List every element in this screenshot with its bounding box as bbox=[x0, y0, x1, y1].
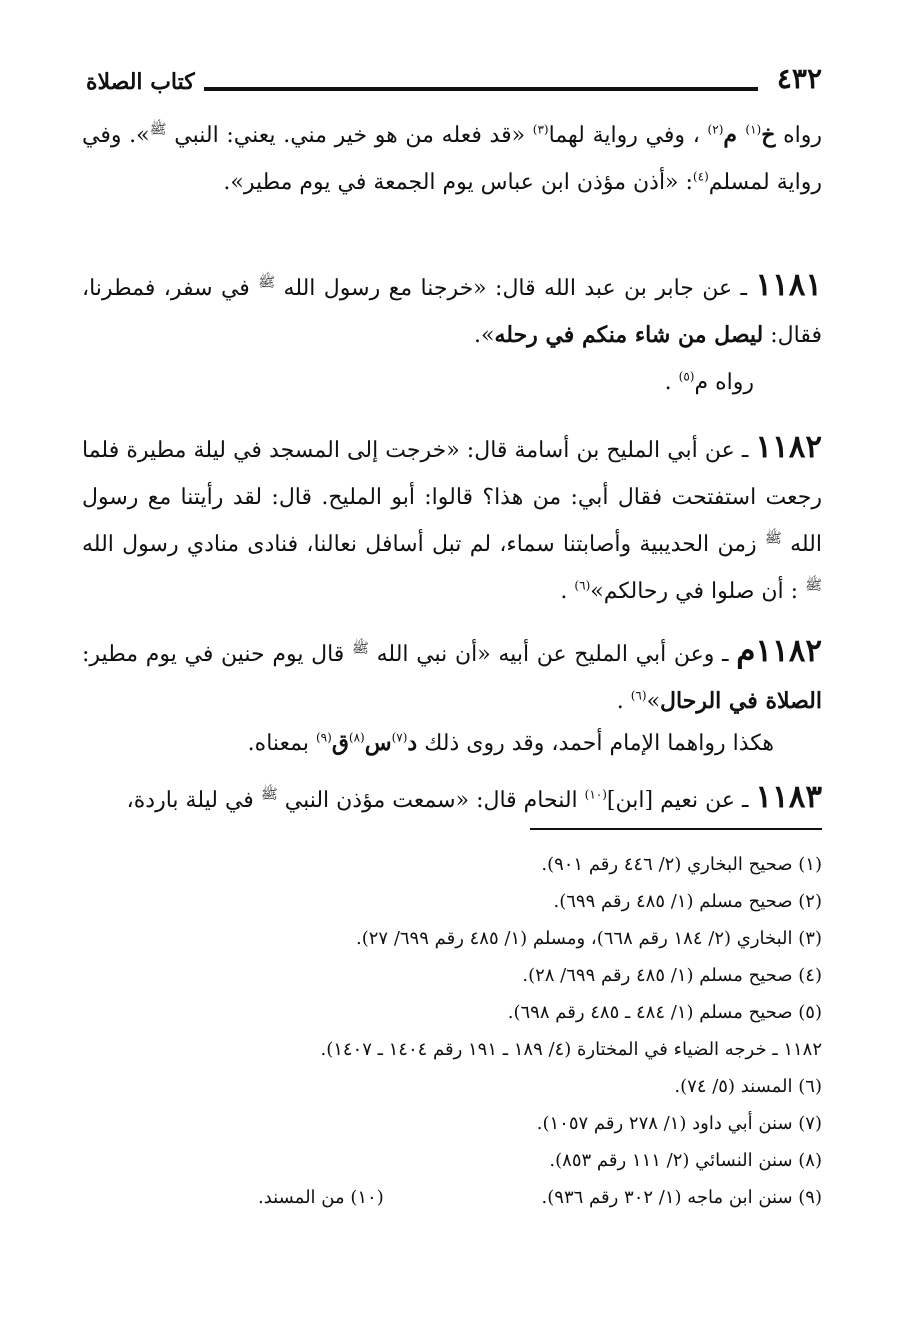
footnotes bbox=[82, 846, 822, 1216]
page-number: ٤٣٢ bbox=[776, 62, 822, 95]
footnote-ref: (٦) bbox=[574, 578, 591, 593]
footnote: (٤) صحيح مسلم (١/ ٤٨٥ رقم ٦٩٩/ ٢٨). bbox=[522, 965, 822, 986]
text: ». وفي رواية لمسلم bbox=[82, 123, 822, 195]
text: ـ عن أبي المليح بن أسامة قال: «خرجت إلى المسجد في ليلة مطيرة فلما رجعت استفتحت فقال أبي: من هذا؟ قالوا: أبو المليح. قال: لقد رأيتنا مع رسول الله bbox=[82, 438, 822, 557]
footnote: (٥) صحيح مسلم (١/ ٤٨٤ ـ ٤٨٥ رقم ٦٩٨). bbox=[507, 1002, 822, 1023]
text: زمن الحديبية وأصابتنا سماء، لم تبل أسافل نعالنا، فنادى منادي رسول الله bbox=[82, 532, 765, 557]
salla-glyph: ﷺ bbox=[352, 640, 369, 657]
siglum-d: د bbox=[407, 730, 418, 756]
hadith-1182m bbox=[82, 628, 822, 725]
footnote-ref: (٨) bbox=[348, 730, 365, 745]
footnote: (١٠) من المسند. bbox=[258, 1187, 384, 1208]
text: ـ وعن أبي المليح عن أبيه «أن نبي الله bbox=[368, 642, 737, 667]
footnote-ref: (٥) bbox=[678, 369, 695, 384]
salla-glyph: ﷺ bbox=[764, 530, 782, 547]
text: ». bbox=[474, 323, 495, 348]
footnote-row bbox=[82, 1179, 822, 1216]
footnote: (٣) البخاري (٢/ ١٨٤ رقم ٦٦٨)، ومسلم (١/ ٤٨٥ رقم ٦٩٩/ ٢٧). bbox=[356, 928, 822, 949]
hadith-1183 bbox=[82, 774, 822, 824]
text: رواه bbox=[775, 123, 822, 148]
salla-glyph: ﷺ bbox=[260, 786, 278, 803]
siglum-kh: خ bbox=[761, 122, 776, 148]
text: قال يوم حنين في يوم مطير: bbox=[82, 642, 353, 667]
footnote: ١١٨٢ ـ خرجه الضياء في المختارة (٤/ ١٨٩ ـ ١٩١ رقم ١٤٠٤ ـ ١٤٠٧). bbox=[320, 1039, 822, 1060]
text: بمعناه. bbox=[247, 731, 316, 756]
text: في سفر، فمطرنا، فقال: bbox=[82, 276, 822, 348]
footnote: (٦) المسند (٥/ ٧٤). bbox=[674, 1076, 822, 1097]
footnote: (٢) صحيح مسلم (١/ ٤٨٥ رقم ٦٩٩). bbox=[553, 891, 822, 912]
footnote: (١) صحيح البخاري (٢/ ٤٤٦ رقم ٩٠١). bbox=[541, 854, 822, 875]
text: رواه م bbox=[694, 370, 754, 395]
header-rule bbox=[204, 87, 758, 91]
hadith-number: ١١٨١ bbox=[755, 267, 823, 303]
footnote-ref: (٧) bbox=[391, 730, 408, 745]
text: في ليلة باردة، bbox=[126, 788, 261, 813]
footnote-ref: (١) bbox=[745, 122, 762, 137]
text: ـ عن نعيم [ابن] bbox=[606, 788, 756, 813]
emphasis: ليصل من شاء منكم في رحله bbox=[494, 322, 764, 348]
footnote-ref: (٤) bbox=[692, 169, 709, 184]
book-title: كتاب الصلاة bbox=[86, 69, 195, 95]
text: ، وفي رواية لهما bbox=[548, 123, 708, 148]
siglum-s: س bbox=[364, 730, 392, 756]
hadith-number: ١١٨٣ bbox=[755, 779, 822, 815]
text: هكذا رواهما الإمام أحمد، وقد روى ذلك bbox=[417, 731, 774, 756]
intro-paragraph bbox=[82, 112, 822, 206]
footnote: (٩) سنن ابن ماجه (١/ ٣٠٢ رقم ٩٣٦). bbox=[541, 1187, 822, 1208]
text: » bbox=[646, 689, 661, 714]
running-header bbox=[86, 62, 822, 102]
siglum-m: م bbox=[723, 122, 746, 148]
salla-glyph: ﷺ bbox=[149, 121, 167, 138]
footnote-ref: (٦) bbox=[630, 688, 647, 703]
footnote-ref: (٩) bbox=[315, 730, 332, 745]
salla-glyph: ﷺ bbox=[258, 274, 276, 291]
text: . bbox=[616, 689, 631, 714]
text: «قد فعله من هو خير مني. يعني: النبي bbox=[166, 123, 533, 148]
hadith-1182 bbox=[82, 424, 822, 615]
text: : «أذن مؤذن ابن عباس يوم الجمعة في يوم مطير». bbox=[223, 170, 693, 195]
footnote-ref: (٣) bbox=[532, 122, 549, 137]
siglum-q: ق bbox=[331, 730, 349, 756]
footnote: (٧) سنن أبي داود (١/ ٢٧٨ رقم ١٠٥٧). bbox=[536, 1113, 822, 1134]
footnote: (٨) سنن النسائي (٢/ ١١١ رقم ٨٥٣). bbox=[549, 1150, 822, 1171]
footnote-ref: (٢) bbox=[707, 122, 724, 137]
hadith-number: ١١٨٢م bbox=[736, 633, 822, 669]
emphasis: الصلاة في الرحال bbox=[660, 688, 822, 714]
hadith-number: ١١٨٢ bbox=[755, 429, 822, 465]
text: النحام قال: «سمعت مؤذن النبي bbox=[277, 788, 585, 813]
hadith-1181 bbox=[82, 262, 822, 406]
text: . bbox=[560, 579, 575, 604]
salla-glyph: ﷺ bbox=[805, 577, 822, 594]
text: : أن صلوا في رحالكم» bbox=[590, 579, 806, 604]
footnote-ref: (١٠) bbox=[584, 787, 607, 802]
footnote-separator bbox=[530, 828, 822, 830]
text: ـ عن جابر بن عبد الله قال: «خرجنا مع رسول الله bbox=[275, 276, 756, 301]
commentary-note bbox=[82, 720, 822, 767]
text: . bbox=[664, 370, 679, 395]
